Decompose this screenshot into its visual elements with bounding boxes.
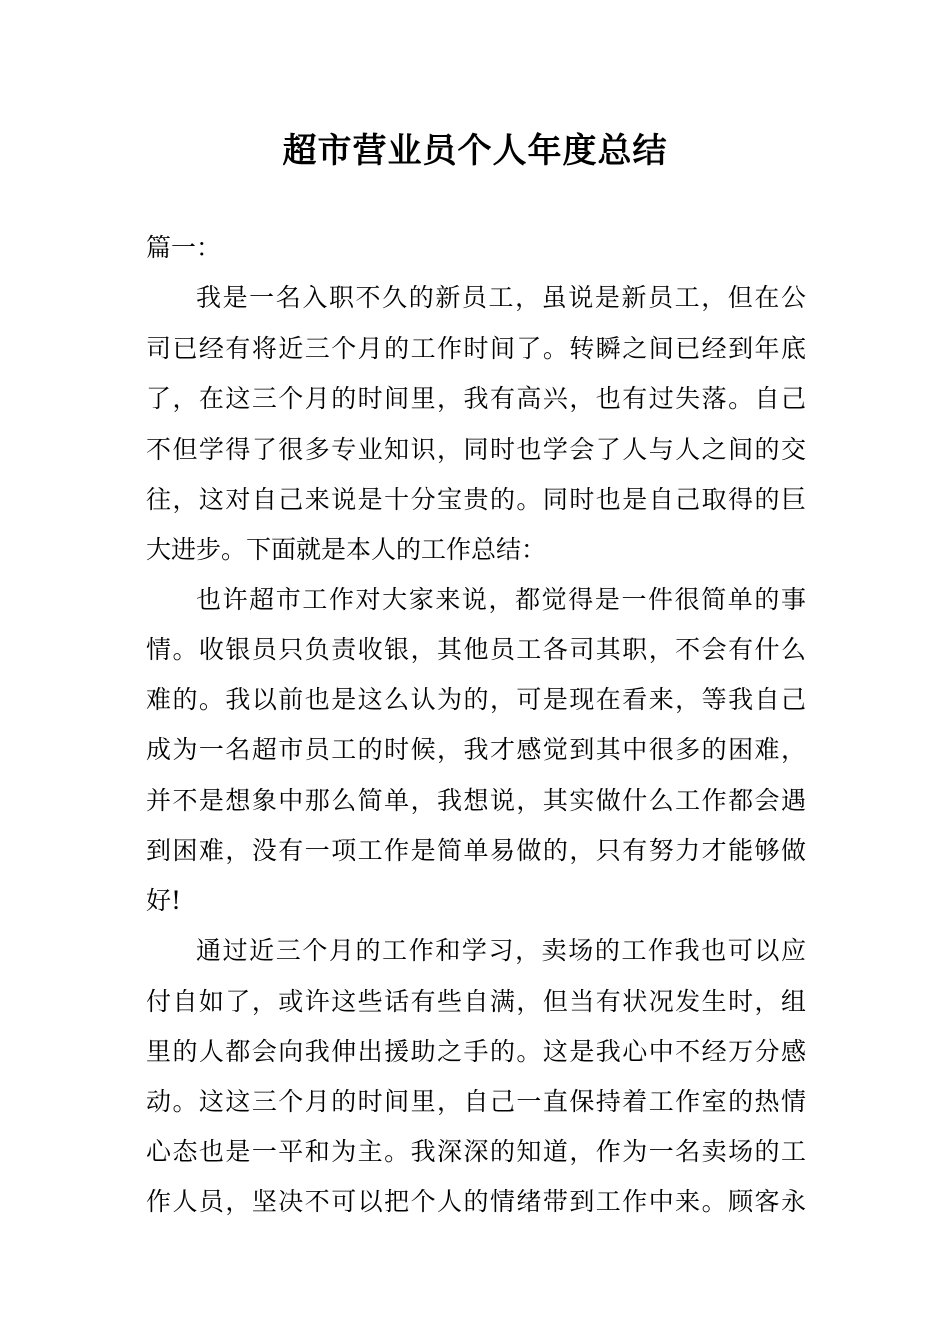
paragraph-line: 里的人都会向我伸出援助之手的。这是我心中不经万分感: [146, 1037, 806, 1066]
paragraph-line: 成为一名超市员工的时候，我才感觉到其中很多的困难，: [146, 735, 806, 764]
paragraph-line: 好!: [146, 886, 182, 915]
section-label: 篇一：: [146, 233, 222, 262]
document-title: 超市营业员个人年度总结: [282, 131, 668, 171]
paragraph-line: 我是一名入职不久的新员工，虽说是新员工，但在公: [196, 283, 806, 312]
paragraph-line: 到困难，没有一项工作是简单易做的，只有努力才能够做: [146, 836, 806, 865]
paragraph-line: 司已经有将近三个月的工作时间了。转瞬之间已经到年底: [146, 334, 806, 363]
paragraph-line: 了，在这三个月的时间里，我有高兴，也有过失落。自己: [146, 384, 806, 413]
paragraph-line: 通过近三个月的工作和学习，卖场的工作我也可以应: [196, 936, 806, 965]
paragraph-line: 付自如了，或许这些话有些自满，但当有状况发生时，组: [146, 987, 806, 1016]
paragraph-line: 难的。我以前也是这么认为的，可是现在看来，等我自己: [146, 685, 806, 714]
paragraph-line: 不但学得了很多专业知识，同时也学会了人与人之间的交: [146, 435, 806, 464]
paragraph-line: 情。收银员只负责收银，其他员工各司其职，不会有什么: [146, 635, 806, 664]
paragraph-line: 动。这这三个月的时间里，自己一直保持着工作室的热情: [146, 1087, 806, 1116]
paragraph-line: 作人员，坚决不可以把个人的情绪带到工作中来。顾客永: [146, 1187, 806, 1216]
paragraph-line: 心态也是一平和为主。我深深的知道，作为一名卖场的工: [146, 1137, 806, 1166]
paragraph-line: 大进步。下面就是本人的工作总结：: [146, 535, 547, 564]
paragraph-line: 并不是想象中那么简单，我想说，其实做什么工作都会遇: [146, 786, 806, 815]
paragraph-line: 也许超市工作对大家来说，都觉得是一件很简单的事: [196, 585, 806, 614]
paragraph-line: 往，这对自己来说是十分宝贵的。同时也是自己取得的巨: [146, 485, 806, 514]
